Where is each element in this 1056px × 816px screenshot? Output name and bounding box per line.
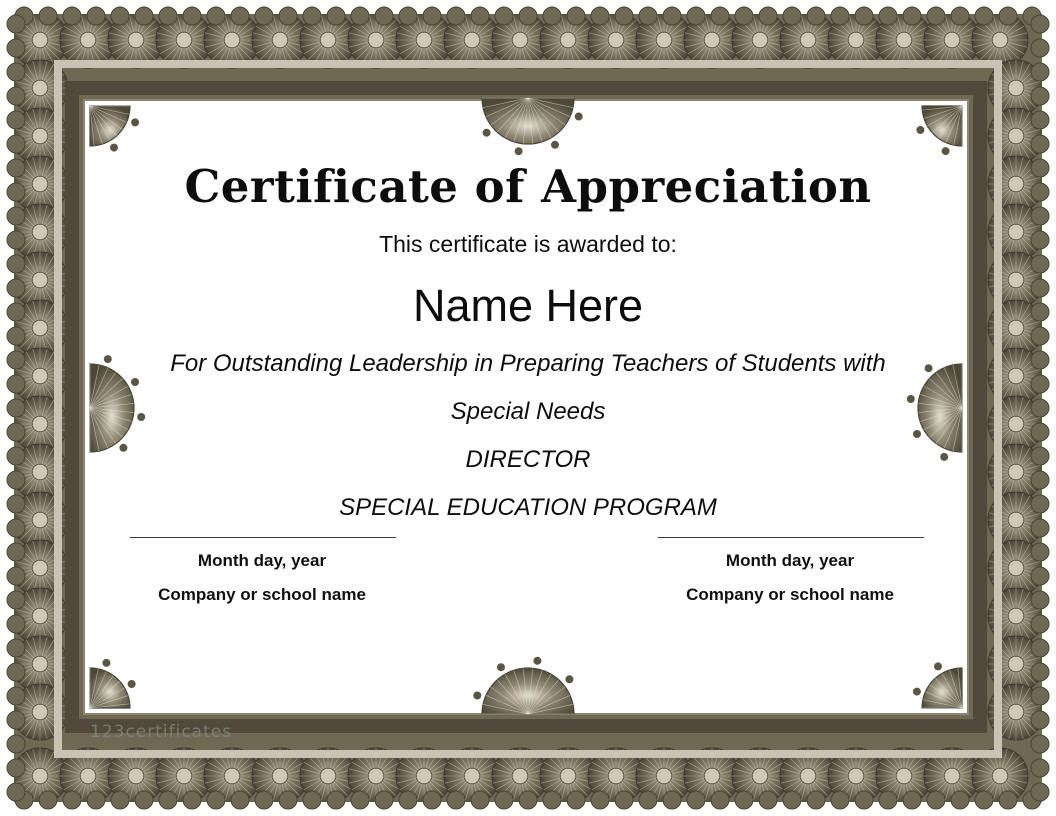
reason-line-2: Special Needs [450, 398, 606, 425]
reason-line-1: For Outstanding Leadership in Preparing Teachers of Students with [170, 350, 886, 377]
role-title: DIRECTOR [465, 446, 591, 473]
signature-line-right [658, 537, 924, 538]
certificate-title: Certificate of Appreciation [184, 160, 872, 213]
signature-org-right: Company or school name [686, 585, 894, 604]
program-name: SPECIAL EDUCATION PROGRAM [339, 494, 717, 521]
signature-line-left [130, 537, 396, 538]
signature-date-left: Month day, year [197, 551, 327, 570]
recipient-name: Name Here [412, 280, 644, 331]
awarded-to-label: This certificate is awarded to: [379, 231, 677, 257]
signature-date-right: Month day, year [725, 551, 855, 570]
watermark: 123certificates [90, 722, 233, 742]
signature-org-left: Company or school name [158, 585, 366, 604]
